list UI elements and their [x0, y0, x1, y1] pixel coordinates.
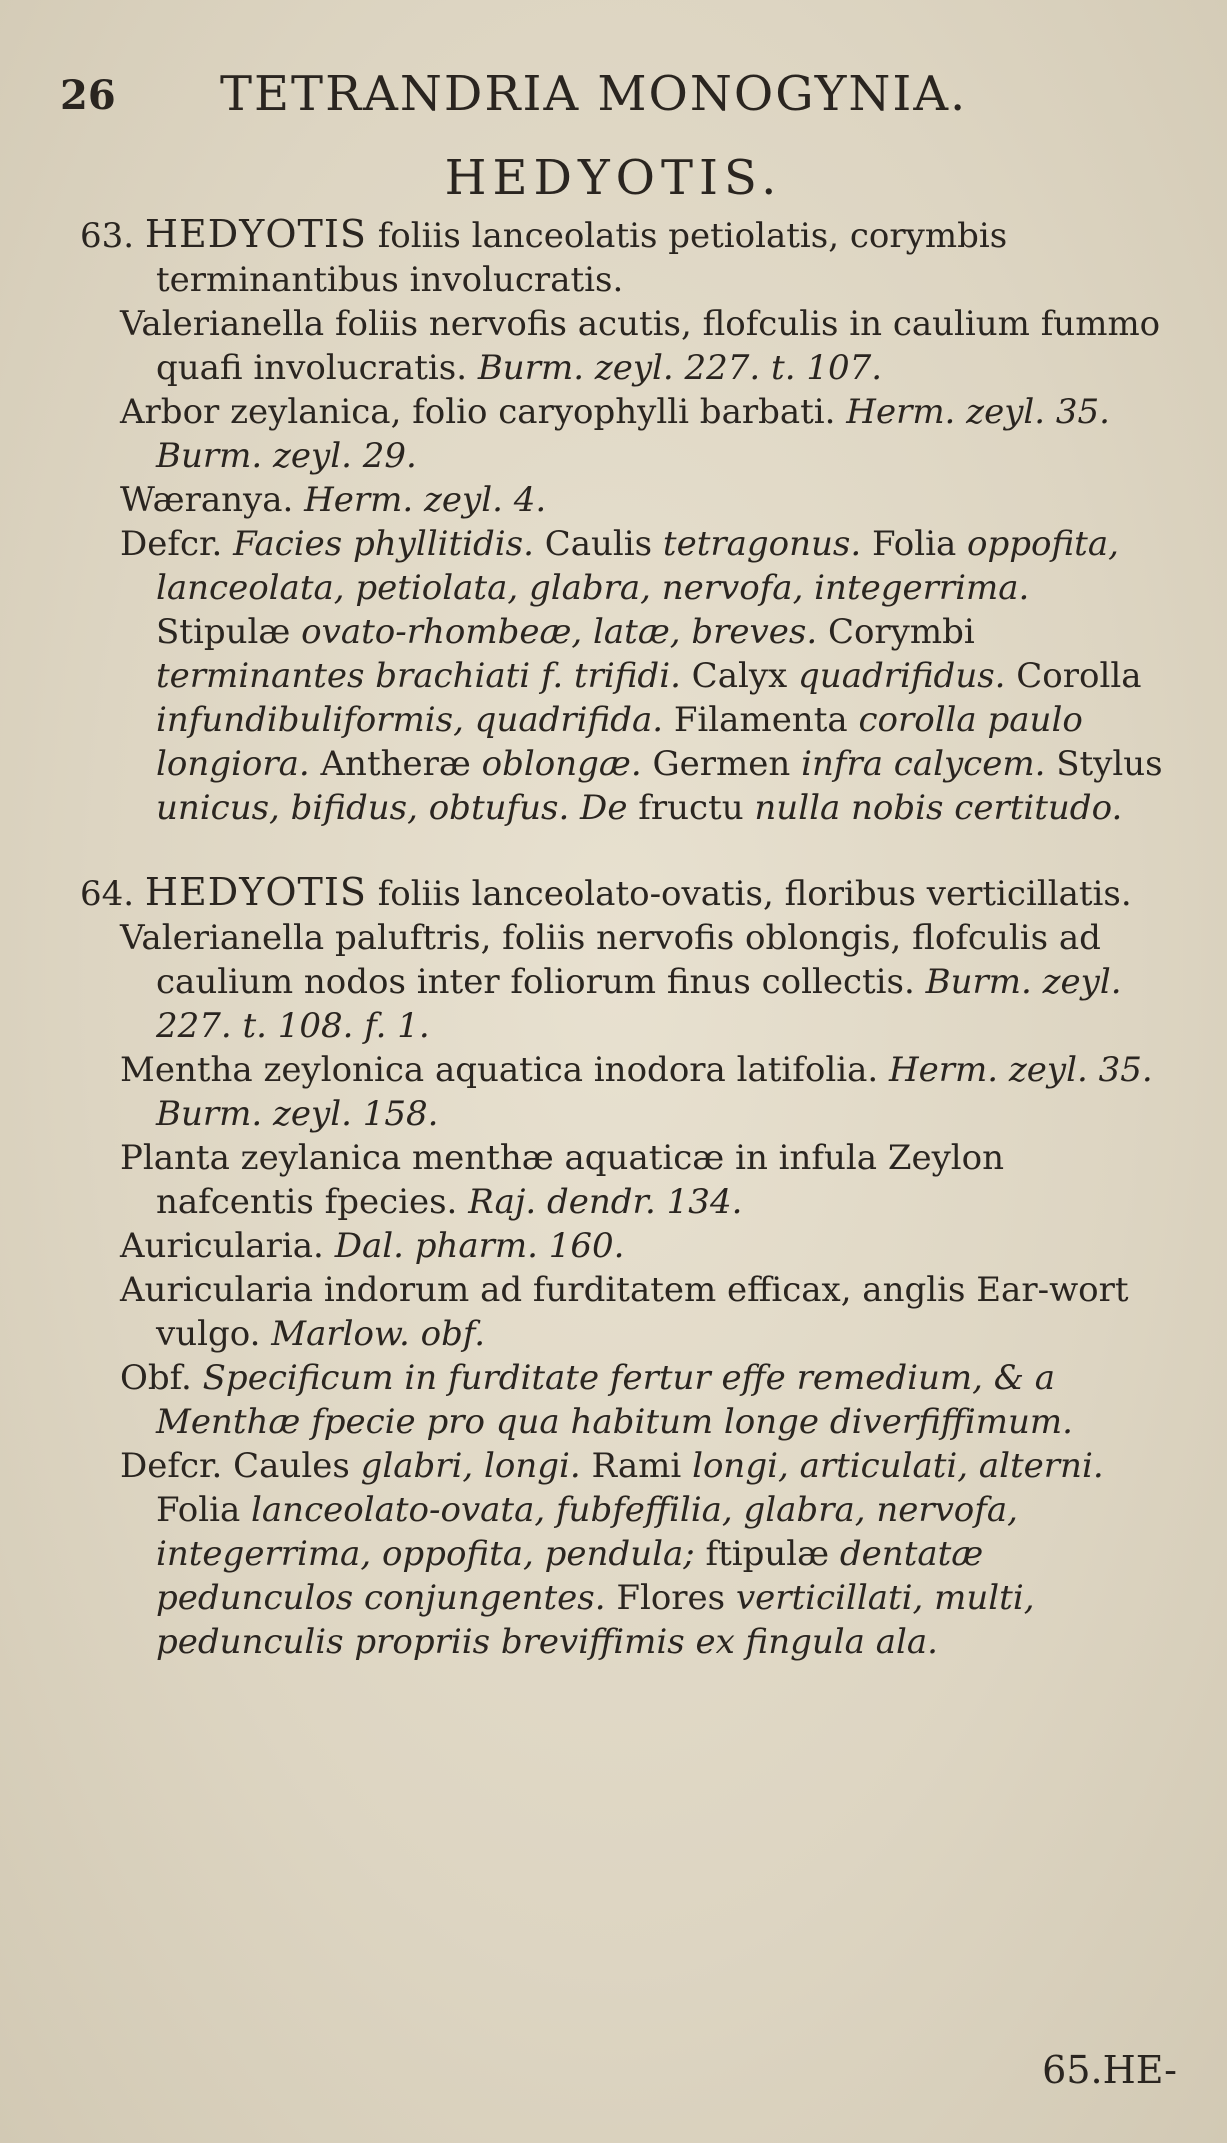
- species-entry-63: [80, 212, 1170, 830]
- roman-segment: Folia: [156, 1490, 252, 1530]
- observation-paragraph: [80, 1356, 1170, 1444]
- italic-segment: lanceolato-ovata, fubfeffilia, glabra, nervofa, integerrima, oppofita, pendula;: [156, 1490, 1018, 1574]
- roman-segment: Filamenta: [663, 700, 859, 740]
- italic-segment: ovato-rhombeæ, latæ, breves.: [301, 612, 818, 652]
- roman-segment: Caulis: [533, 524, 663, 564]
- roman-segment: Obf.: [120, 1358, 203, 1398]
- italic-segment: verticillati, multi, pedunculis propriis breviffimis ex fingula ala.: [156, 1578, 1035, 1662]
- roman-segment: Corymbi: [817, 612, 975, 652]
- italic-segment: Facies phyllitidis.: [233, 524, 534, 564]
- roman-segment: Stylus: [1045, 744, 1163, 784]
- synonym-text: Arbor zeylanica, folio caryophylli barbati.: [120, 392, 836, 432]
- description-paragraph: [80, 1444, 1170, 1664]
- entry-number: 64.: [80, 874, 135, 914]
- synonym-line: [80, 1224, 1170, 1268]
- synonym-line: [80, 1048, 1170, 1136]
- synonym-list: [80, 302, 1170, 522]
- italic-segment: tetragonus.: [662, 524, 862, 564]
- synonym-reference: Burm. zeyl. 227. t. 107.: [477, 348, 883, 388]
- synonym-text: Valerianella foliis nervofis acutis, flofculis in caulium fummo quafi involucratis.: [120, 304, 1161, 388]
- genus-heading: HEDYOTIS.: [444, 150, 783, 206]
- synonym-line: [80, 478, 1170, 522]
- synonym-reference: Herm. zeyl. 35. Burm. zeyl. 158.: [156, 1050, 1153, 1134]
- italic-segment: unicus, bifidus, obtufus.: [156, 788, 570, 828]
- species-name: HEDYOTIS: [144, 870, 367, 914]
- roman-segment: Calyx: [680, 656, 799, 696]
- species-name: HEDYOTIS: [144, 212, 367, 256]
- synonym-text: Valerianella paluftris, foliis nervofis oblongis, flofculis ad caulium nodos inter foliorum finus collectis.: [120, 918, 1101, 1002]
- roman-segment: Stipulæ: [156, 612, 302, 652]
- roman-segment: Antheræ: [309, 744, 482, 784]
- species-entry-64: [80, 870, 1170, 1664]
- roman-segment: Corolla: [1005, 656, 1142, 696]
- roman-segment: Germen: [641, 744, 802, 784]
- italic-segment: quadrifidus.: [798, 656, 1006, 696]
- italic-segment: infra calycem.: [801, 744, 1046, 784]
- running-title: TETRANDRIA MONOGYNIA.: [220, 66, 968, 122]
- italic-segment: nulla nobis certitudo.: [754, 788, 1123, 828]
- synonym-line: [80, 302, 1170, 390]
- italic-segment: oblongæ.: [481, 744, 642, 784]
- synonym-reference: Dal. pharm. 160.: [334, 1226, 625, 1266]
- synonym-list: [80, 916, 1170, 1356]
- synonym-text: Auricularia indorum ad furditatem efficax, anglis Ear-wort vulgo.: [120, 1270, 1129, 1354]
- roman-segment: Rami: [580, 1446, 693, 1486]
- synonym-line: [80, 1136, 1170, 1224]
- roman-segment: ftipulæ: [694, 1534, 840, 1574]
- synonym-reference: Marlow. obf.: [271, 1314, 486, 1354]
- synonym-reference: Herm. zeyl. 35. Burm. zeyl. 29.: [156, 392, 1110, 476]
- page-body: [80, 212, 1170, 1664]
- italic-segment: longi, articulati, alterni.: [692, 1446, 1104, 1486]
- synonym-text: Auricularia.: [120, 1226, 324, 1266]
- synonym-line: [80, 390, 1170, 478]
- italic-segment: terminantes brachiati f. trifidi.: [156, 656, 681, 696]
- italic-segment: oppofita, lanceolata, petiolata, glabra, nervofa, integerrima.: [156, 524, 1119, 608]
- entry-number: 63.: [80, 216, 135, 256]
- italic-segment: De: [569, 788, 639, 828]
- roman-segment: Flores: [605, 1578, 736, 1618]
- italic-segment: corolla paulo longiora.: [156, 700, 1083, 784]
- synonym-reference: Herm. zeyl. 4.: [304, 480, 547, 520]
- page-header: [60, 62, 1170, 132]
- italic-segment: infundibuliformis, quadrifida.: [156, 700, 664, 740]
- diagnosis-text: foliis lanceolato-ovatis, floribus verticillatis.: [377, 874, 1132, 914]
- catchword: 65.HE-: [1042, 2048, 1177, 2092]
- synonym-line: [80, 916, 1170, 1048]
- description-paragraph: [80, 522, 1170, 830]
- synonym-reference: Raj. dendr. 134.: [468, 1182, 743, 1222]
- synonym-text: Mentha zeylonica aquatica inodora latifolia.: [120, 1050, 879, 1090]
- entry-diagnosis: [80, 870, 1170, 916]
- italic-segment: glabri, longi.: [360, 1446, 581, 1486]
- synonym-text: Planta zeylanica menthæ aquaticæ in infula Zeylon nafcentis fpecies.: [120, 1138, 1005, 1222]
- entry-diagnosis: [80, 212, 1170, 302]
- italic-segment: Specificum in furditate fertur effe remedium, & a Menthæ fpecie pro qua habitum longe diverfiffimum.: [156, 1358, 1073, 1442]
- roman-segment: Defcr.: [120, 524, 234, 564]
- synonym-line: [80, 1268, 1170, 1356]
- roman-segment: fructu: [638, 788, 755, 828]
- synonym-text: Wæranya.: [120, 480, 294, 520]
- roman-segment: Defcr. Caules: [120, 1446, 361, 1486]
- synonym-reference: Burm. zeyl. 227. t. 108. f. 1.: [156, 962, 1122, 1046]
- italic-segment: dentatæ pedunculos conjungentes.: [156, 1534, 984, 1618]
- diagnosis-text: foliis lanceolatis petiolatis, corymbis terminantibus involucratis.: [156, 216, 1008, 300]
- page-number: 26: [60, 72, 116, 119]
- roman-segment: Folia: [861, 524, 968, 564]
